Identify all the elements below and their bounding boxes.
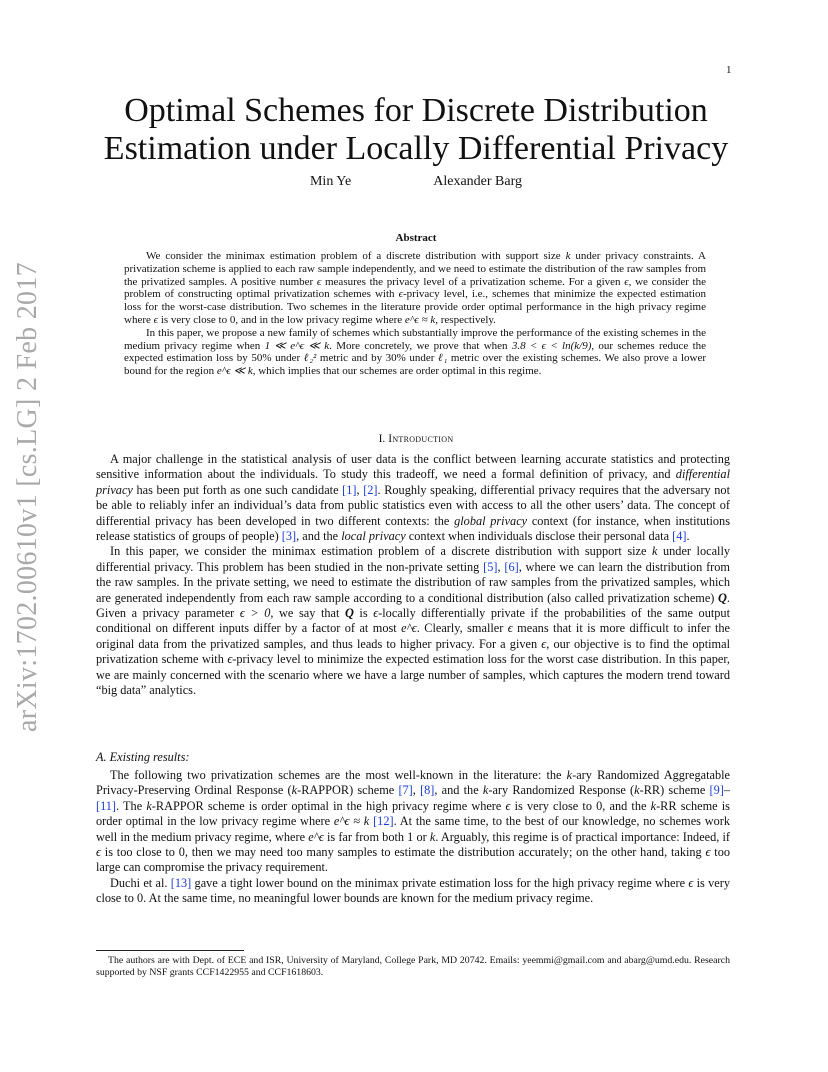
citation-link[interactable]: [12] [373,814,394,829]
abstract-paragraph-1: We consider the minimax estimation problem of a discrete distribution with support size k under privacy constraints. A privatization scheme is applied to each raw sample independently, and we need to estimate the distribution of the raw samples from the privatized samples. A positive number ϵ measures the privacy level of a privatization scheme. For a given ϵ, we consider the problem of constructing optimal privatization schemes with ϵ-privacy level, i.e., schemes that minimize the expected estimation loss for the worst-case distribution. Two schemes in the literature provide order optimal performance in the high privacy regime where ϵ is very close to 0, and in the low privacy regime where e^ϵ ≈ k, respectively. [124,250,707,326]
abstract-paragraph-2: In this paper, we propose a new family of schemes which substantially improve the performance of the existing schemes in the medium privacy regime when 1 ≪ e^ϵ ≪ k. More concretely, we prove that when 3.8 < ϵ < ln(k/9), our schemes reduce the expected estimation loss by 50% under ℓ₂² metric and by 30% under ℓ₁ metric over the existing schemes. We also prove a lower bound for the region e^ϵ ≪ k, which implies that our schemes are order optimal in this regime. [124,326,707,378]
footnote-text: The authors are with Dept. of ECE and ISR, University of Maryland, College Park, MD 20742. Emails: yeemmi@gmail.com and abarg@umd.edu. Research supported by NSF grants CCF1422955 and CCF1618603. [96,955,730,978]
intro-paragraph-1: A major challenge in the statistical analysis of user data is the conflict between learning accurate statistics and protecting sensitive information about the individuals. To study this tradeoff, we need a formal definition of privacy, and differential privacy has been put forth as one such candidate [1], [2]. Roughly speaking, differential privacy requires that the adversary not be able to reliably infer an individual’s data from public statistics even with access to all the other users’ data. The concept of differential privacy has been developed in two different contexts: the global privacy context (for instance, when institutions release statistics of groups of people) [3], and the local privacy context when individuals disclose their personal data [4]. [96,452,730,544]
author-name: Min Ye [309,174,352,189]
section-heading [96,433,736,445]
section-numeral: I. [378,433,389,445]
author-name: Alexander Barg [433,174,522,189]
citation-link[interactable]: [6] [504,559,519,574]
intro-paragraph-2: In this paper, we consider the minimax estimation problem of a discrete distribution with support size k under locally differential privacy. This problem has been studied in the non-private setting [5], [6], where we can learn the distribution from the raw samples. In the private setting, we need to estimate the distribution of raw samples from the privatized samples, which are generated independently from each raw sample according to a conditional distribution (also called privatization scheme) Q. Given a privacy parameter ϵ > 0, we say that Q is ϵ-locally differentially private if the probabilities of the same output conditional on different inputs differ by a factor of at most e^ϵ. Clearly, smaller ϵ means that it is more difficult to infer the original data from the privatized samples, and thus leads to higher privacy. For a given ϵ, our objective is to find the optimal privatization scheme with ϵ-privacy level to minimize the expected estimation loss for the worst case distribution. In this paper, we are mainly concerned with the scenario where we have a large number of samples, which captures the modern trend toward “big data” analytics. [96,544,731,698]
citation-link[interactable]: [2] [363,482,378,497]
existing-paragraph-1: The following two privatization schemes are the most well-known in the literature: the k-ary Randomized Aggregatable Privacy-Preserving Ordinal Response (k-RAPPOR) scheme [7], [8], and the k-ary Randomized Response (k-RR) scheme [9]–[11]. The k-RAPPOR scheme is order optimal in the high privacy regime where ϵ is very close to 0, and the k-RR scheme is order optimal in the low privacy regime where e^ϵ ≈ k [12]. At the same time, to the best of our knowledge, no schemes work well in the medium privacy regime, where e^ϵ is far from both 1 or k. Arguably, this regime is of practical importance: Indeed, if ϵ is too close to 0, then we may need too many samples to estimate the distribution accurately; on the other hand, taking ϵ too large can compromise the privacy requirement. [96,768,731,875]
existing-paragraph-2: Duchi et al. [13] gave a tight lower bound on the minimax private estimation loss for the high privacy regime where ϵ is very close to 0. At the same time, no meaningful lower bounds are known for the medium privacy regime. [96,875,730,906]
page-number: 1 [726,64,732,76]
subsection-title: Existing results: [109,750,190,764]
citation-link[interactable]: [9] [709,783,724,798]
arxiv-stamp-text: arXiv:1702.00610v1 [cs.LG] 2 Feb 2017 [12,262,43,732]
title-line-2: Estimation under Locally Differential Privacy [103,130,729,167]
title-line-1: Optimal Schemes for Discrete Distribution [124,92,708,129]
arxiv-stamp [8,262,48,732]
citation-link[interactable]: [8] [420,783,435,798]
citation-link[interactable]: [13] [170,875,192,890]
subsection-heading [96,750,189,765]
citation-link[interactable]: [4] [672,529,687,544]
subsection-label: A. [96,750,107,764]
citation-link[interactable]: [3] [281,529,297,544]
citation-link[interactable]: [5] [483,559,498,574]
abstract [124,250,706,378]
abstract-heading: Abstract [395,232,437,244]
existing-results-body [96,768,730,907]
author-list [96,174,736,190]
section-title: Introduction [388,433,454,445]
citation-link[interactable]: [7] [398,783,413,798]
footnote [96,955,730,979]
paper-title [96,92,736,168]
footnote-divider [96,950,244,951]
citation-link[interactable]: [11] [96,798,117,813]
introduction-body [96,452,730,699]
citation-link[interactable]: [1] [342,482,357,497]
